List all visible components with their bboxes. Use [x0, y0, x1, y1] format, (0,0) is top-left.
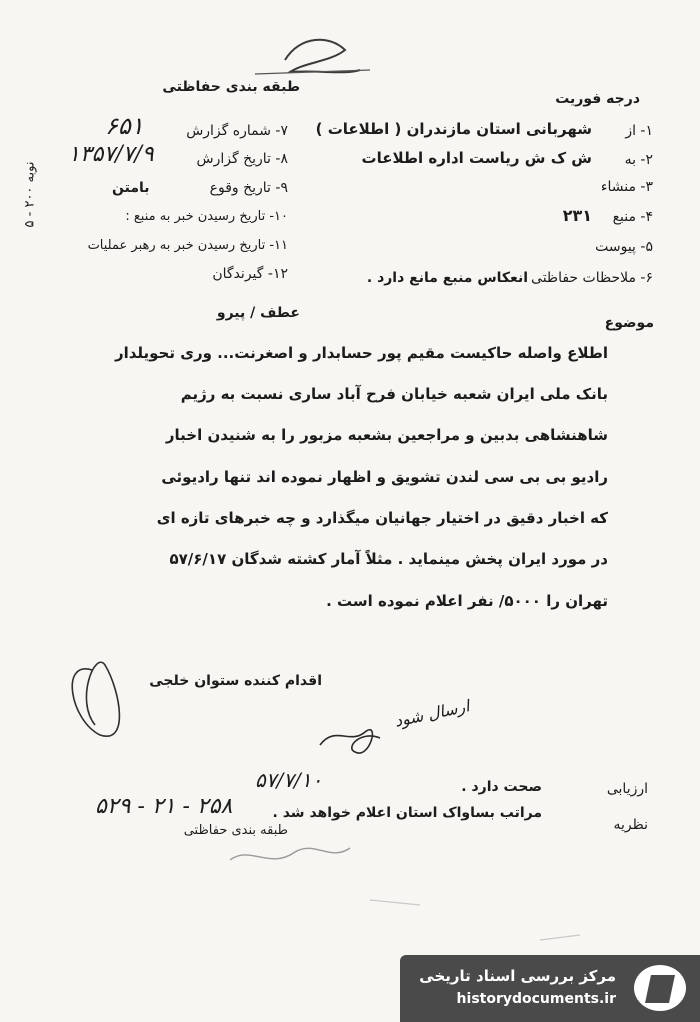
handwritten-send-note: ارسال شود	[392, 696, 472, 731]
field-attachment-label: ۵- پیوست	[595, 239, 653, 255]
left-signature-loop	[72, 662, 119, 736]
classification-label: طبقه بندی حفاظتی	[162, 79, 300, 95]
body-line-4: رادیو بی بی سی لندن تشویق و اظهار نموده اند تنها رادیوئی	[161, 468, 608, 486]
watermark-banner	[400, 955, 700, 1022]
watermark-title: مرکز بررسی اسناد تاریخی	[419, 967, 616, 985]
signature-scribble	[320, 730, 380, 753]
field-news-to-source-label: ۱۰- تاریخ رسیدن خبر به منبع :	[125, 209, 288, 224]
field-source-label: ۴- منبع	[612, 209, 653, 225]
field-news-to-leader-label: ۱۱- تاریخ رسیدن خبر به رهبر عملیات	[87, 238, 288, 253]
margin-note-container	[22, 150, 52, 240]
body-line-6: در مورد ایران پخش مینماید . مثلاً آمار کشته شدگان ۵۷/۶/۱۷	[169, 550, 608, 568]
faded-stamp-scribble	[230, 848, 350, 860]
body-line-5: که اخبار دقیق در اختیار جهانیان میگذارد و چه خبرهای تازه ای	[156, 509, 608, 527]
body-line-2: بانک ملی ایران شعبه خیابان فرح آباد ساری نسبت به رژیم	[180, 385, 608, 403]
field-report-date-value: ۱۳۵۷/۷/۹	[68, 142, 154, 167]
field-report-number-value: ۶۵۱	[105, 112, 144, 140]
field-event-date-value: بامتن	[112, 180, 150, 196]
action-officer-line: اقدام کننده ستوان خلجی	[149, 673, 322, 689]
field-report-date-label: ۸- تاریخ گزارش	[196, 151, 288, 167]
document-archive-logo-icon	[634, 965, 686, 1011]
opinion-label: نظریه	[613, 817, 648, 833]
urgency-label: درجه فوریت	[555, 91, 640, 107]
evaluation-label: ارزیابی	[606, 781, 648, 797]
field-origin-label: ۳- منشاء	[600, 179, 653, 195]
handwritten-archive-number: ۵۲۹ - ۲۱ - ۲۵۸	[95, 794, 233, 819]
field-recipients-label: ۱۲- گیرندگان	[212, 266, 288, 282]
field-event-date-label: ۹- تاریخ وقوع	[209, 180, 288, 196]
field-source-value: ۲۳۱	[562, 206, 592, 225]
body-line-7: تهران را ۵۰۰۰/ نفر اعلام نموده است .	[326, 592, 608, 610]
margin-note: نوبه ۲۰۰ - ۵	[22, 161, 38, 228]
evaluation-value: صحت دارد .	[461, 779, 542, 795]
field-from-label: ۱- از	[625, 123, 653, 139]
faded-bottom-marks	[370, 900, 580, 940]
field-to-label: ۲- به	[624, 152, 653, 168]
body-line-3: شاهنشاهی بدبین و مراجعین بشعبه مزبور را به شنیدن اخبار	[165, 426, 608, 444]
footer-classification-label: طبقه بندی حفاظتی	[183, 823, 288, 838]
field-to-value: ش ک ش ریاست اداره اطلاعات	[361, 149, 592, 167]
body-line-1: اطلاع واصله حاکیست مقیم پور حسابدار و اصغرنت... وری تحویلدار	[114, 344, 608, 362]
subject-label: موضوع	[604, 315, 654, 331]
top-scribble-mark	[285, 40, 360, 73]
watermark-url: historydocuments.ir	[456, 991, 616, 1007]
reference-label: عطف / پیرو	[216, 305, 300, 321]
handwritten-date: ۵۷/۷/۱۰	[255, 768, 323, 792]
opinion-value: مراتب بساواک استان اعلام خواهد شد .	[272, 805, 542, 821]
field-security-notes-label: ۶- ملاحظات حفاظتی	[531, 270, 653, 286]
field-report-number-label: ۷- شماره گزارش	[186, 123, 288, 139]
field-from-value: شهربانی استان مازندران ( اطلاعات )	[315, 120, 592, 138]
field-security-notes-value: انعکاس منبع مانع دارد .	[366, 270, 528, 286]
